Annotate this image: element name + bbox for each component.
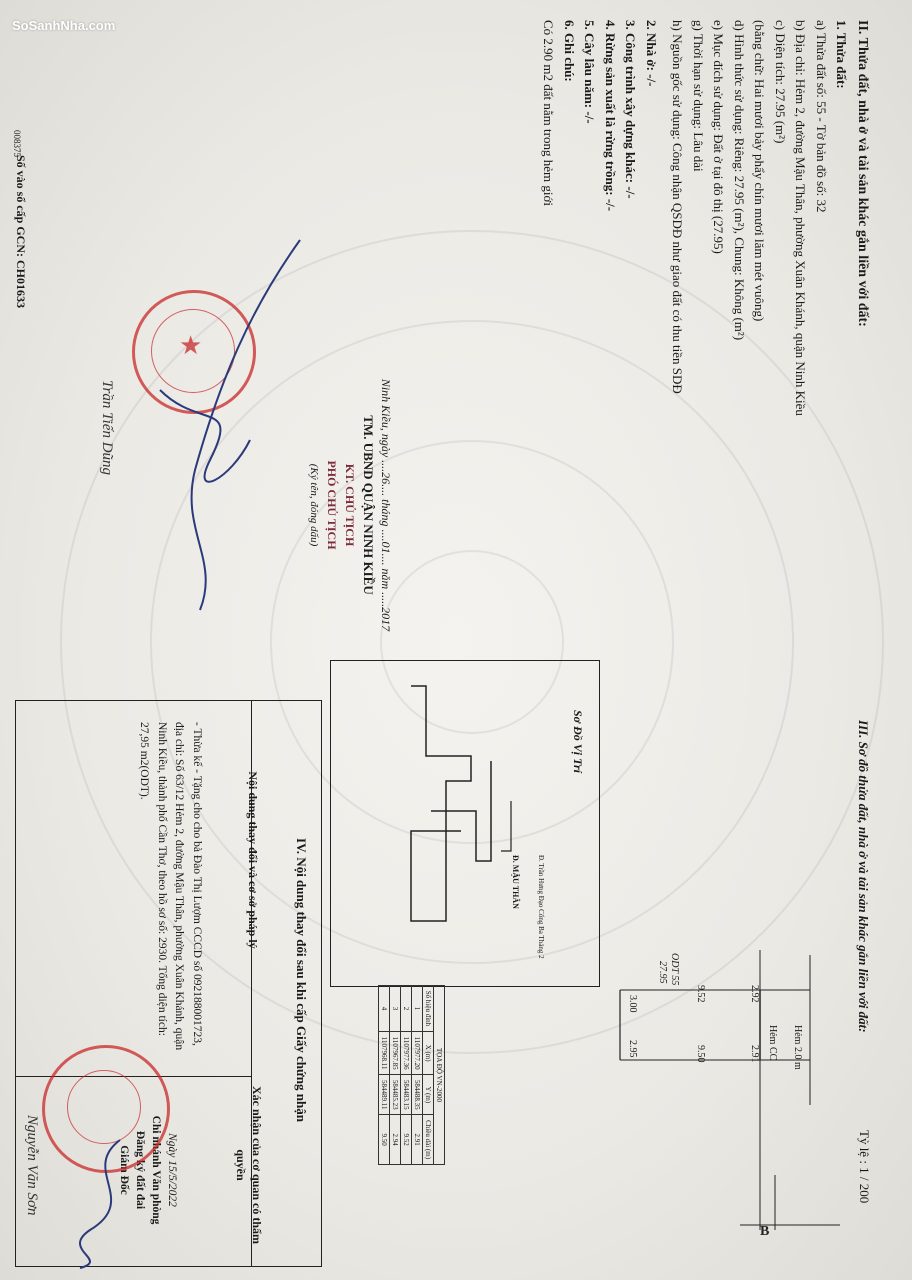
confirm-role: Giám Đốc [118,1145,130,1195]
section4-title: IV. Nội dung thay đổi sau khi cấp Giấy chứng nhận [294,838,309,1122]
sign-org: TM. UBND QUẬN NINH KIỀU [361,415,376,595]
coord-cell: 1 [412,986,423,1032]
coord-cell: 2.91 [412,1115,423,1165]
coord-cell: 1107977.36 [401,1031,412,1074]
registry-number: Số vào sổ cấp GCN: CH01633 [14,155,28,309]
signature-block [305,355,395,655]
coord-cell: 4 [379,986,390,1032]
other-construction-row: 3. Công trình xây dựng khác: -/- [623,20,639,199]
table-row [379,986,390,1165]
signer-name: Trần Tiến Dũng [99,380,115,476]
street-label: Đ. MẬU THÂN [511,855,520,909]
dim-label: 2.95 [627,1040,638,1058]
confirm-date: Ngày 15/5/2022 [166,1133,178,1207]
dim-label: 2.92 [749,985,760,1003]
signature-stroke [100,230,310,630]
coord-cell: 1107967.85 [390,1031,401,1074]
coord-title: TỌA ĐỘ VN-2000 [434,986,445,1165]
land-label: 1. Thửa đất: [834,20,850,89]
notes-row: 6. Ghi chú: [562,20,577,82]
forest-row: 4. Rừng sản xuất là rừng trồng: -/- [603,20,618,212]
lot-number: a) Thửa đất số: 55 - Tờ bản đồ số: 32 [814,20,829,213]
coord-cell: 584483.15 [401,1075,412,1115]
coord-cell: 9.52 [401,1115,412,1165]
section2-heading: II. Thửa đất, nhà ở và tài sản khác gắn liền với đất: [855,20,870,327]
section-land-info [538,20,872,660]
hem-label: Hẻm 2.0 m [792,1025,803,1070]
section3-title: III. Sơ đồ thửa đất, nhà ở và tài sản khác gắn liền với đất: [856,720,871,1033]
sign-role2: PHÓ CHỦ TỊCH [325,460,339,550]
table-row [401,986,412,1165]
sign-role1: KT. CHỦ TỊCH [343,463,357,547]
coord-cell: 2.94 [390,1115,401,1165]
hemcc-label: Hẻm CC [767,1025,778,1061]
north-label: B [760,1224,770,1235]
coord-cell: 584489.11 [379,1075,390,1115]
use-form: d) Hình thức sử dụng: Riêng: 27.95 (m²), Chung: Không (m²) [732,20,747,341]
coord-cell: 584488.35 [412,1075,423,1115]
plot-diagram [610,945,855,1235]
sign-note: (Ký tên, đóng dấu) [308,463,320,547]
area: c) Diện tích: 27.95 (m²) [773,20,788,144]
location-label: Sơ Đồ Vị Trí [571,710,585,774]
dim-label: 3.00 [627,995,638,1013]
coord-header: X (m) [423,1031,434,1074]
book-number: 008375 [12,130,22,157]
column-changes-header: Nội dung thay đổi và cơ sở pháp lý [246,771,260,949]
note-text: Có 2.90 m2 đất nằm trong hẻm giới [541,20,557,206]
use-origin: h) Nguồn gốc sử dụng: Công nhận QSDĐ như giao đất có thu tiền SDĐ [670,20,686,394]
dim-label: 9.50 [695,1045,706,1063]
use-term: g) Thời hạn sử dụng: Lâu dài [691,20,706,172]
trees-row: 5. Cây lâu năm: -/- [582,20,598,124]
column-confirm-header: Xác nhận của cơ quan có thẩm quyền [234,1086,264,1244]
address: b) Địa chỉ: Hẻm 2, đường Mậu Thân, phường Xuân Khánh, quận Ninh Kiều [793,20,809,416]
confirm-org2: Đăng ký đất đai [134,1130,146,1210]
dim-label: 2.91 [749,1045,760,1063]
coord-cell: 1107968.11 [379,1031,390,1074]
scale-label: Tỷ lệ : 1 / 200 [857,1130,872,1204]
location-roads [331,661,599,986]
dim-label: 9.52 [695,985,706,1003]
use-purpose: e) Mục đích sử dụng: Đất ở tại đô thị (27.95) [711,20,727,254]
table-row [412,986,423,1165]
coord-cell: 584485.23 [390,1075,401,1115]
star-icon: ★ [179,331,203,360]
confirm-org1: Chi nhánh Văn phòng [150,1115,162,1225]
office-signer-name: Nguyễn Văn Sơn [24,1115,40,1216]
sign-date: Ninh Kiều, ngày ....26.... tháng ....01.... năm .....2017 [379,378,393,632]
location-map [330,660,600,987]
coord-cell: 1107977.20 [412,1031,423,1074]
area-words: (bằng chữ: Hai mươi bảy phẩy chín mươi lăm mét vuông) [752,20,768,322]
coord-cell: 2 [401,986,412,1032]
house-row: 2. Nhà ở: -/- [644,20,659,87]
table-row [390,986,401,1165]
section4-heading [293,700,310,1260]
coord-cell: 9.50 [379,1115,390,1165]
coord-header: Chiều dài (m) [423,1115,434,1165]
coord-cell: 3 [390,986,401,1032]
street-label: Đ. Trần Hưng Đạo Cổng Ba Tháng 2 [537,855,545,959]
odt-area-label: 27.95 [657,961,668,984]
coord-header: Y (m) [423,1075,434,1115]
coordinate-table [378,985,445,1160]
change-entry: - Thừa kế - Tặng cho cho bà Đào Thị Lượm CCCD số 092188001723, địa chỉ: Số 63/12 Hẻm 2, đường Mậu Thân, phường Xuân Khánh, quận Ninh Kiều, thành phố Cần Thơ, theo hồ sơ số: 2930. Tổng diện tích: 27,95 m2(ODT). [138,722,203,1051]
site-logo: SoSanhNha.com [12,18,116,33]
odt-label: ODT 55 [669,953,680,986]
coord-header: Số hiệu đỉnh [423,986,434,1032]
